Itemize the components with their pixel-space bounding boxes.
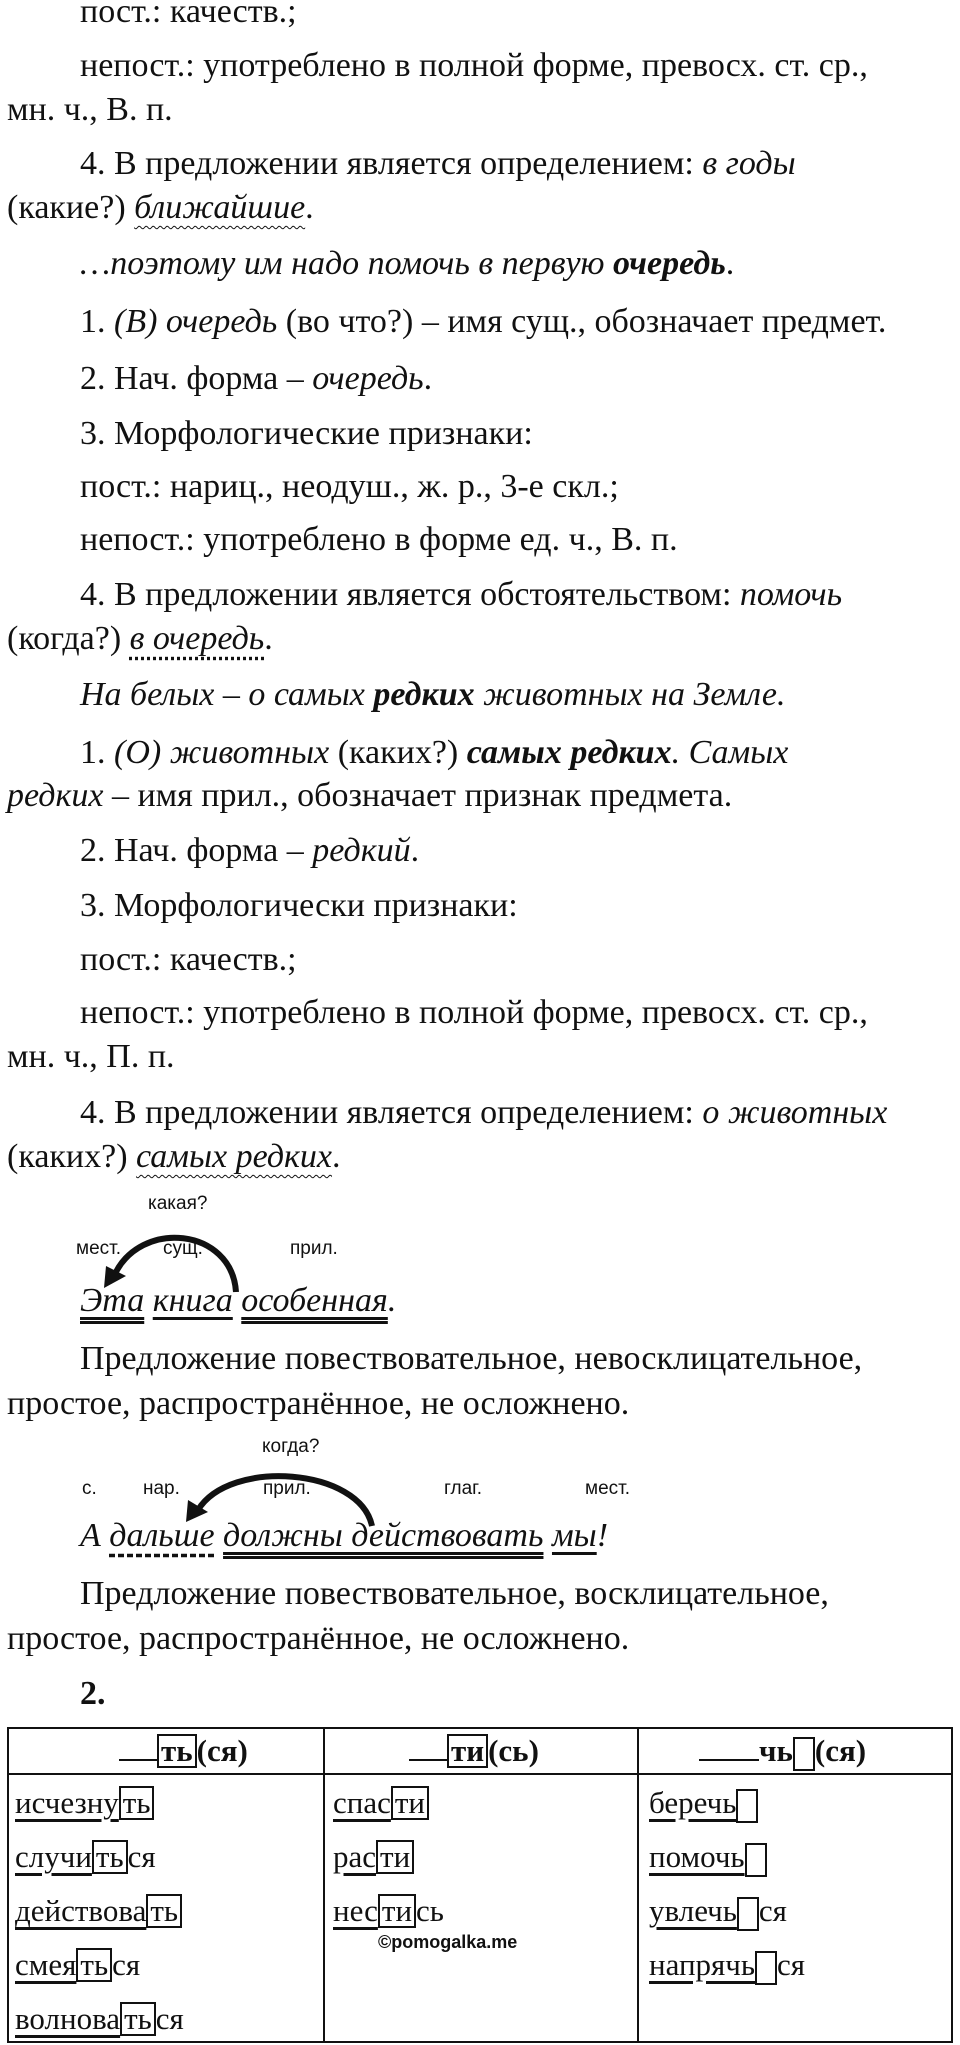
ending-box: ти — [447, 1734, 488, 1768]
pos-label: мест. — [76, 1238, 122, 1259]
postfix: ся — [777, 1947, 806, 1982]
postfix: ся — [758, 1893, 787, 1928]
postfix: сь — [416, 1893, 444, 1928]
verb-stem: беречь — [649, 1785, 737, 1820]
text-line: непост.: употреблено в полной форме, превосх. ст. ср., — [80, 47, 868, 84]
verb-stem: действова — [15, 1893, 147, 1928]
ending-box: ть — [157, 1734, 197, 1768]
empty-ending-box — [737, 1897, 759, 1931]
question-label: когда? — [262, 1436, 320, 1457]
text-line: мн. ч., П. п. — [7, 1038, 175, 1075]
text-line — [80, 1093, 887, 1133]
bold-word: очередь — [613, 245, 726, 282]
verb-suffix-table — [7, 1727, 953, 2043]
pos-label: прил. — [263, 1478, 311, 1499]
verb-stem: спас — [333, 1785, 391, 1820]
text-line: мн. ч., В. п. — [7, 91, 173, 128]
table-row — [333, 1893, 444, 1929]
verb-stem: исчезну — [15, 1785, 119, 1820]
ending-box: ть — [146, 1894, 182, 1928]
table-row — [649, 1839, 767, 1877]
text-line — [7, 776, 732, 816]
text-line — [7, 1137, 341, 1177]
text-fragment: 4. В предложении является обстоятельством: — [80, 576, 740, 613]
text-fragment: (какие?) — [7, 189, 135, 226]
text-line — [80, 575, 842, 615]
text-fragment: . — [423, 360, 433, 397]
italic-word: о животных — [702, 1094, 888, 1131]
ending-box: ти — [391, 1786, 429, 1820]
pos-label: сущ. — [163, 1238, 203, 1259]
pos-label: с. — [82, 1478, 97, 1499]
table-row — [649, 1947, 805, 1985]
table-row — [15, 1947, 140, 1983]
text-line: Предложение повествовательное, невосклицательное, — [80, 1340, 863, 1377]
reflexive-suffix: (ся) — [814, 1733, 867, 1768]
text-fragment: (каких?) — [7, 1138, 137, 1175]
ending-box: ти — [376, 1840, 414, 1874]
parsed-sentence — [80, 1516, 608, 1556]
text-fragment: На белых – о самых — [80, 676, 374, 713]
italic-word: помочь — [739, 576, 843, 613]
section-number: 2. — [80, 1675, 106, 1712]
text-line: пост.: качеств.; — [80, 0, 297, 30]
empty-ending-box — [745, 1843, 767, 1877]
ending-box: ти — [378, 1894, 416, 1928]
pos-label: прил. — [290, 1238, 338, 1259]
text-fragment: (когда?) — [7, 620, 130, 657]
verb-stem: увлечь — [649, 1893, 737, 1928]
underlined-word: самых редких — [136, 1138, 333, 1175]
ending-box: ть — [92, 1840, 128, 1874]
column-header — [119, 1733, 248, 1769]
text-fragment: 2. Нач. форма – — [80, 360, 313, 397]
verb-stem: напрячь — [649, 1947, 756, 1982]
text-line — [80, 302, 886, 342]
table-row — [333, 1785, 429, 1821]
bold-word: редких — [373, 676, 475, 713]
column-header — [409, 1733, 539, 1769]
text-line — [7, 619, 273, 659]
text-line — [80, 733, 788, 773]
italic-word: (О) животных — [114, 734, 330, 771]
sentence-end: ! — [596, 1517, 609, 1554]
text-line — [7, 188, 314, 228]
text-line: 3. Морфологически признаки: — [80, 887, 518, 924]
text-fragment: 1. — [80, 303, 114, 340]
text-line — [80, 359, 432, 399]
text-line: простое, распространённое, не осложнено. — [7, 1385, 630, 1422]
italic-word: редкий — [312, 832, 411, 869]
ending-text: чь — [759, 1733, 793, 1768]
parsed-sentence — [80, 1281, 396, 1321]
text-fragment: . — [410, 832, 420, 869]
bold-word: самых редких — [466, 734, 672, 771]
text-fragment: …поэтому им надо помочь в первую — [80, 245, 614, 282]
question-label: какая? — [148, 1193, 208, 1214]
text-line: непост.: употреблено в форме ед. ч., В. п. — [80, 521, 678, 558]
text-line: Предложение повествовательное, восклицательное, — [80, 1575, 829, 1612]
verb-stem: нес — [333, 1893, 378, 1928]
text-line: непост.: употреблено в полной форме, превосх. ст. ср., — [80, 994, 868, 1031]
postfix: ся — [112, 1947, 141, 1982]
pos-label: нар. — [143, 1478, 180, 1499]
text-fragment: . — [264, 620, 273, 657]
text-fragment: 2. Нач. форма – — [80, 832, 313, 869]
predicate-word: особенная — [241, 1282, 388, 1319]
text-fragment: . — [332, 1138, 341, 1175]
table-row — [649, 1893, 787, 1931]
postfix: ся — [127, 1839, 156, 1874]
table-row — [649, 1785, 758, 1823]
conjunction-word: А — [80, 1517, 101, 1554]
example-sentence — [80, 675, 786, 715]
text-line: пост.: нариц., неодуш., ж. р., 3-е скл.; — [80, 468, 619, 505]
empty-ending-box — [736, 1789, 758, 1823]
column-divider — [323, 1729, 325, 2041]
sentence-end: . — [387, 1282, 397, 1319]
predicate-word: должны действовать — [223, 1517, 544, 1554]
italic-word: в годы — [702, 145, 796, 182]
table-row — [15, 1785, 154, 1821]
text-line: 3. Морфологические признаки: — [80, 415, 533, 452]
ending-box: ть — [119, 1786, 155, 1820]
ending-box: ть — [76, 1948, 112, 1982]
table-row — [333, 1839, 414, 1875]
text-fragment: (во что?) – имя сущ., обозначает предмет. — [277, 303, 887, 340]
text-fragment: 1. — [80, 734, 114, 771]
text-fragment: 4. В предложении является определением: — [80, 1094, 703, 1131]
column-header — [699, 1733, 866, 1771]
empty-ending-box — [755, 1951, 777, 1985]
text-fragment: 4. В предложении является определением: — [80, 145, 703, 182]
underlined-word: в очередь — [129, 620, 265, 657]
pos-label: мест. — [585, 1478, 631, 1499]
text-fragment: (каких?) — [329, 734, 467, 771]
verb-stem: смея — [15, 1947, 77, 1982]
verb-stem: случи — [15, 1839, 92, 1874]
reflexive-suffix: (ся) — [196, 1733, 248, 1768]
table-row — [15, 2001, 184, 2037]
subject-word: мы — [551, 1517, 597, 1554]
postfix: ся — [155, 2001, 184, 2036]
empty-ending-box — [793, 1737, 815, 1771]
italic-word: . Самых — [671, 734, 789, 771]
text-fragment: . — [305, 189, 314, 226]
text-fragment: . — [725, 245, 735, 282]
subject-word: Эта — [80, 1282, 145, 1319]
text-line — [80, 831, 419, 871]
reflexive-suffix: (сь) — [488, 1733, 539, 1768]
italic-word: очередь — [312, 360, 424, 397]
text-line: простое, распространённое, не осложнено. — [7, 1620, 630, 1657]
ending-box: ть — [120, 2002, 156, 2036]
italic-word: (В) очередь — [114, 303, 278, 340]
subject-word: книга — [152, 1282, 233, 1319]
column-divider — [637, 1729, 639, 2041]
table-row — [15, 1893, 182, 1929]
pos-label: глаг. — [444, 1478, 483, 1499]
example-sentence — [80, 244, 734, 284]
text-fragment: – имя прил., обозначает признак предмета. — [103, 777, 733, 814]
italic-word: редких — [7, 777, 104, 814]
text-line: пост.: качеств.; — [80, 941, 297, 978]
table-row — [15, 1839, 156, 1875]
text-line — [80, 144, 796, 184]
text-fragment: животных на Земле. — [474, 676, 786, 713]
verb-stem: помочь — [649, 1839, 745, 1874]
watermark: ©pomogalka.me — [378, 1932, 518, 1952]
verb-stem: волнова — [15, 2001, 121, 2036]
adverbial-word: дальше — [109, 1517, 215, 1554]
underlined-word: ближайшие — [134, 189, 306, 226]
verb-stem: рас — [333, 1839, 377, 1874]
header-divider — [9, 1773, 951, 1775]
